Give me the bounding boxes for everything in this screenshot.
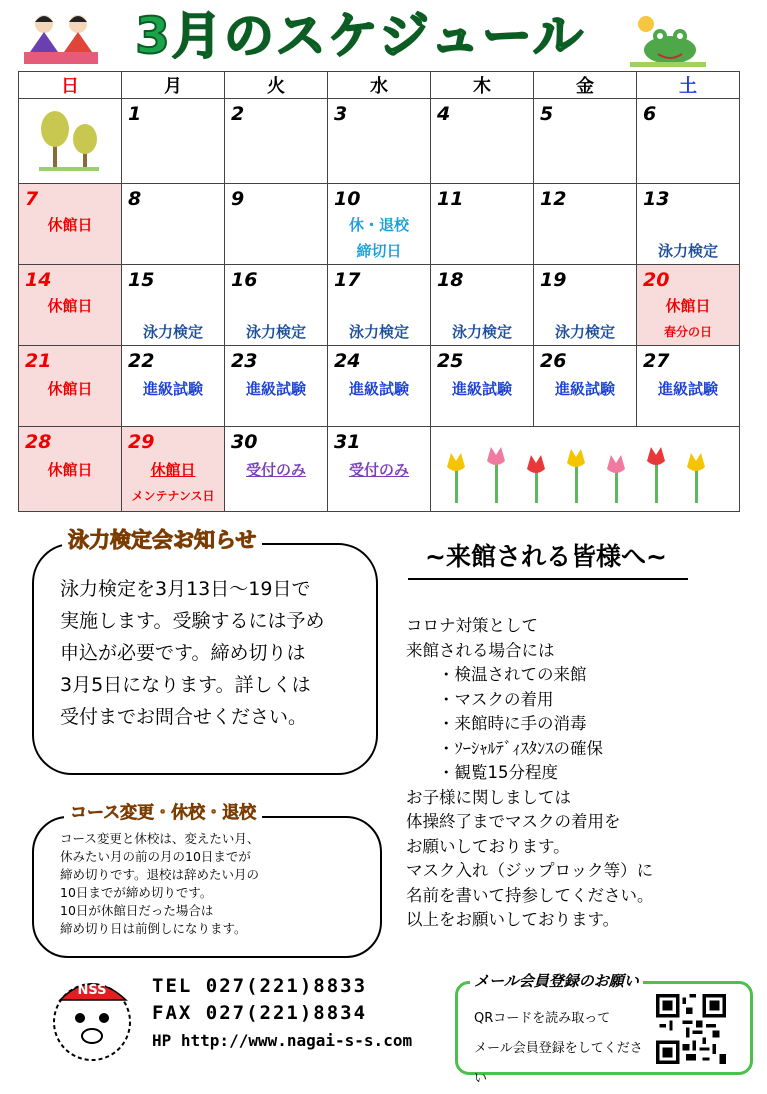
swim-test-notice-text [60, 573, 360, 733]
swim-test-notice-title: 泳力検定会お知らせ [62, 524, 262, 554]
calendar-week-5 [19, 427, 740, 512]
calendar-day-30: 30 受付のみ [225, 427, 328, 512]
calendar-week-3 [19, 265, 740, 346]
notice-line: コロナ対策として [406, 616, 538, 635]
calendar-cell-empty [19, 99, 122, 184]
page-title: 3月のスケジュール [135, 7, 585, 65]
notice-line: 来館される場合には [406, 640, 555, 660]
nss-mascot-illustration [46, 966, 140, 1066]
notice-line: 10日が休館日だった場合は [60, 903, 214, 918]
calendar-day-6: 6 [637, 99, 740, 184]
contact-info [152, 973, 412, 1054]
notice-line: 受付までお問合せください。 [60, 706, 308, 728]
calendar-day-22: 22 進級試験 [122, 346, 225, 427]
event-label: 泳力検定 [142, 323, 203, 341]
event-label: 進級試験 [657, 380, 718, 398]
calendar-day-18: 18 泳力検定 [431, 265, 534, 346]
event-label: 締切日 [356, 242, 402, 260]
calendar-day-21: 21 休館日 [19, 346, 122, 427]
weekday-fri: 金 [534, 72, 637, 99]
calendar-day-16: 16 泳力検定 [225, 265, 328, 346]
notice-line: 締め切り日は前倒しになります。 [60, 921, 247, 936]
weekday-mon: 月 [122, 72, 225, 99]
event-label: 進級試験 [245, 380, 306, 398]
calendar-week-4 [19, 346, 740, 427]
calendar-day-20: 20 休館日 春分の日 [637, 265, 740, 346]
fax-line: FAX 027(221)8834 [152, 1002, 368, 1024]
course-change-notice-text [60, 830, 365, 938]
tel-line: TEL 027(221)8833 [152, 975, 368, 997]
calendar-day-5: 5 [534, 99, 637, 184]
notice-line: お子様に関しましては [406, 787, 571, 807]
event-label: 休館日 [47, 297, 93, 315]
notice-line: 休みたい月の前の月の10日までが [60, 849, 251, 864]
calendar-day-17: 17 泳力検定 [328, 265, 431, 346]
calendar-day-8: 8 [122, 184, 225, 265]
calendar-day-13: 13 泳力検定 [637, 184, 740, 265]
event-label: 進級試験 [142, 380, 203, 398]
calendar-day-23: 23 進級試験 [225, 346, 328, 427]
notice-line: 実施します。受験するには予め [60, 610, 325, 632]
event-label: 泳力検定 [657, 242, 718, 260]
event-label: 受付のみ [245, 461, 306, 479]
calendar-day-1: 1 [122, 99, 225, 184]
hina-dolls-illustration [22, 8, 100, 66]
calendar-day-15: 15 泳力検定 [122, 265, 225, 346]
event-label: 受付のみ [348, 461, 409, 479]
frog-illustration [626, 12, 708, 68]
weekday-wed: 水 [328, 72, 431, 99]
tulips-illustration [431, 427, 737, 507]
calendar-day-12: 12 [534, 184, 637, 265]
notice-line: お願いしております。 [406, 836, 570, 856]
calendar-table [18, 71, 740, 512]
event-label: 進級試験 [554, 380, 615, 398]
weekday-thu: 木 [431, 72, 534, 99]
event-label: 進級試験 [348, 380, 409, 398]
calendar-day-7: 7 休館日 [19, 184, 122, 265]
event-label: メンテナンス日 [131, 489, 215, 503]
calendar-day-3: 3 [328, 99, 431, 184]
mail-register-text [474, 1004, 644, 1094]
calendar-day-2: 2 [225, 99, 328, 184]
notice-bullet: ・検温されての来館 [438, 665, 587, 684]
calendar-day-10: 10 休・退校 締切日 [328, 184, 431, 265]
trees-illustration [19, 99, 119, 179]
calendar-day-14: 14 休館日 [19, 265, 122, 346]
calendar-day-25: 25 進級試験 [431, 346, 534, 427]
mascot-cap-label: NSS [77, 983, 107, 998]
calendar-day-29: 29 休館日 メンテナンス日 [122, 427, 225, 512]
notice-line: マスク入れ（ジップロック等）に [406, 861, 654, 880]
weekday-tue: 火 [225, 72, 328, 99]
notice-line: 泳力検定を3月13日～19日で [60, 578, 311, 600]
visitor-notice-underline [408, 578, 688, 580]
notice-line: 申込が必要です。締め切りは [60, 642, 306, 664]
event-label: 泳力検定 [348, 323, 409, 341]
event-label: 休館日 [47, 380, 93, 398]
weekday-header-row [19, 72, 740, 99]
notice-line: 体操終了までマスクの着用を [406, 812, 621, 831]
calendar-day-28: 28 休館日 [19, 427, 122, 512]
visitor-notice-text [406, 614, 756, 933]
calendar-week-2 [19, 184, 740, 265]
calendar-day-9: 9 [225, 184, 328, 265]
notice-line: コース変更と休校は、変えたい月、 [60, 831, 260, 846]
event-label: 春分の日 [663, 325, 712, 339]
notice-line: 3月5日になります。詳しくは [60, 674, 311, 696]
notice-bullet: ・ｿｰｼｬﾙﾃﾞｨｽﾀﾝｽの確保 [438, 738, 603, 758]
mail-register-title: メール会員登録のお願い [470, 970, 643, 991]
notice-line: 以上をお願いしております。 [406, 910, 620, 929]
calendar-day-31: 31 受付のみ [328, 427, 431, 512]
mail-register-line: メール会員登録をしてください [474, 1041, 643, 1086]
course-change-notice-title: コース変更・休校・退校 [64, 798, 262, 823]
event-label: 休館日 [150, 461, 196, 479]
calendar-day-11: 11 [431, 184, 534, 265]
event-label: 休館日 [665, 297, 711, 315]
notice-line: 締め切りです。退校は辞めたい月の [60, 867, 260, 882]
calendar-cell-empty [431, 427, 740, 512]
mail-register-line: QRコードを読み取って [474, 1011, 611, 1026]
weekday-sat: 土 [637, 72, 740, 99]
event-label: 泳力検定 [245, 323, 306, 341]
notice-line: 名前を書いて持参してください。 [406, 885, 654, 905]
homepage-link[interactable]: HP http://www.nagai-s-s.com [152, 1031, 413, 1050]
calendar-day-27: 27 進級試験 [637, 346, 740, 427]
event-label: 泳力検定 [554, 323, 615, 341]
calendar-week-1 [19, 99, 740, 184]
event-label: 休・退校 [348, 216, 409, 234]
calendar-day-19: 19 泳力検定 [534, 265, 637, 346]
notice-bullet: ・観覧15分程度 [438, 763, 558, 782]
visitor-notice-title: ~来館される皆様へ~ [425, 542, 667, 571]
event-label: 休館日 [47, 216, 93, 234]
event-label: 休館日 [47, 461, 93, 479]
calendar-day-26: 26 進級試験 [534, 346, 637, 427]
event-label: 泳力検定 [451, 323, 512, 341]
event-label: 進級試験 [451, 380, 512, 398]
notice-line: 10日までが締め切りです。 [60, 885, 213, 900]
notice-bullet: ・マスクの着用 [438, 689, 554, 709]
weekday-sun: 日 [19, 72, 122, 99]
qr-code-icon[interactable] [656, 994, 726, 1064]
calendar-day-24: 24 進級試験 [328, 346, 431, 427]
notice-bullet: ・来館時に手の消毒 [438, 714, 587, 733]
calendar-day-4: 4 [431, 99, 534, 184]
